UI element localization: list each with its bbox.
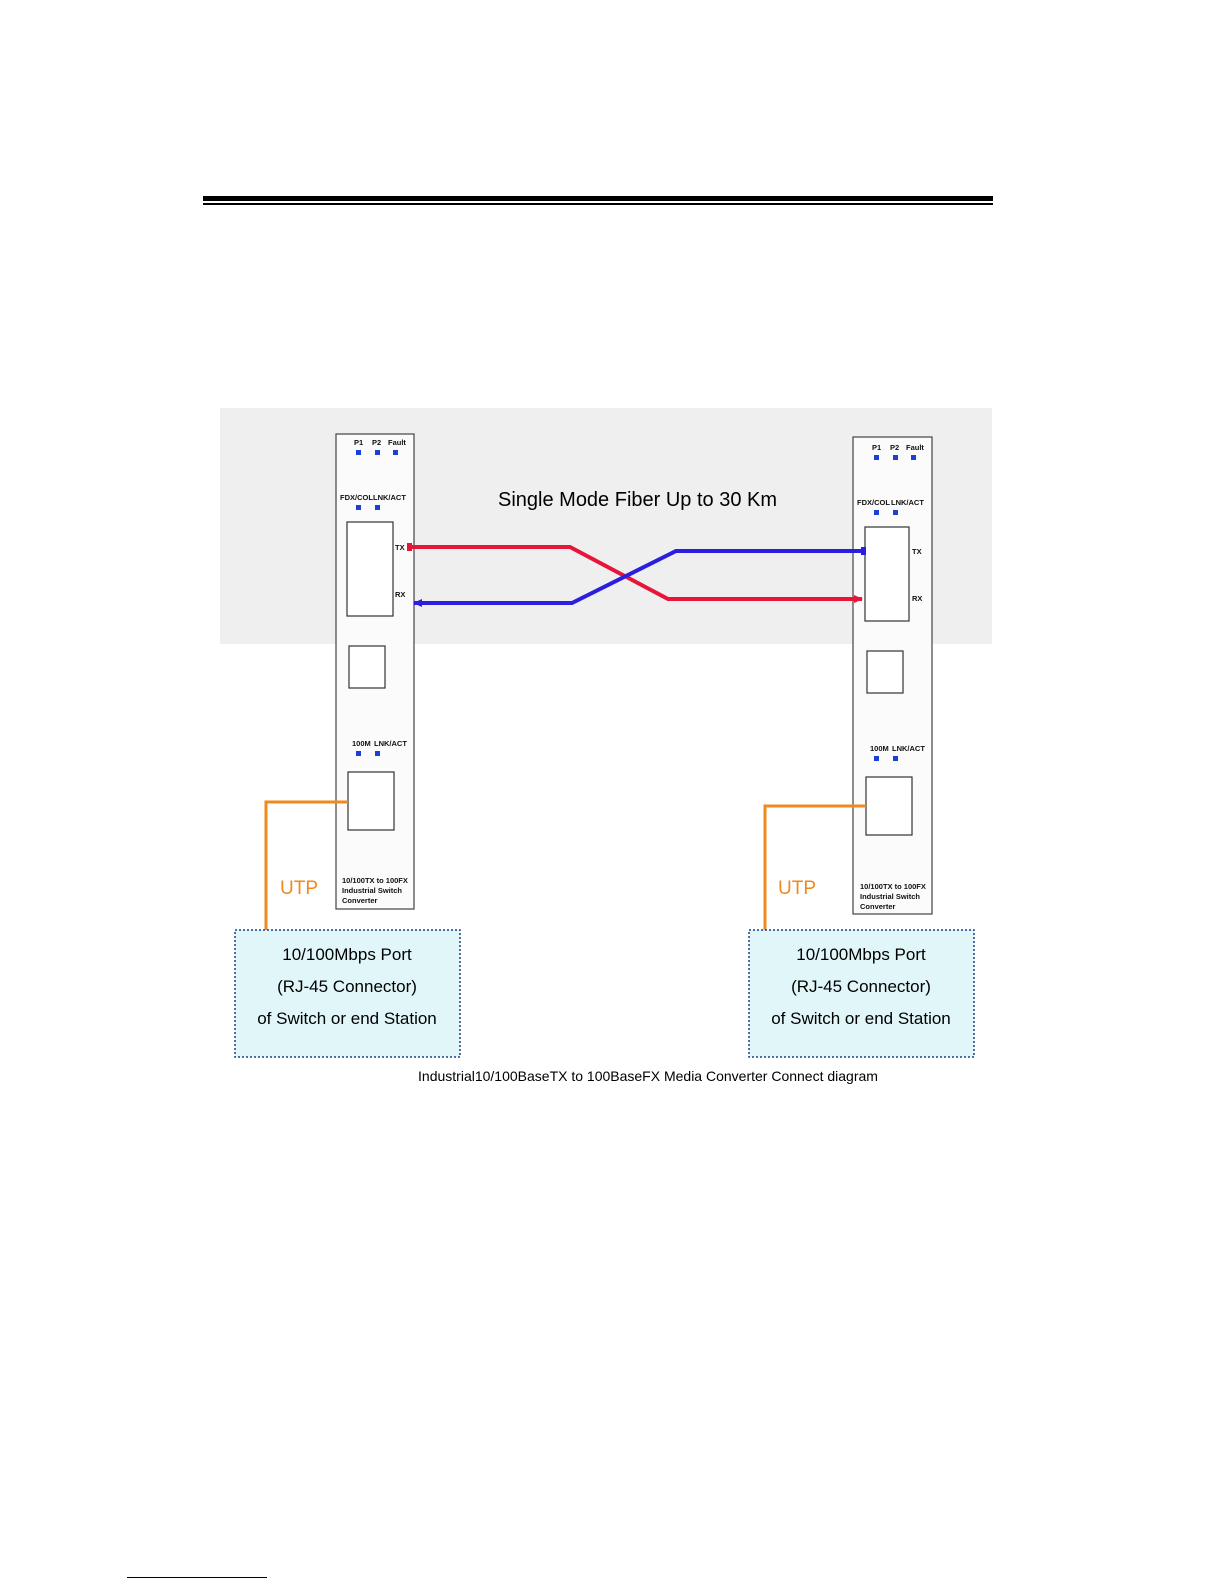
footnote-rule — [127, 1577, 267, 1578]
led-label-100m: 100M — [870, 744, 889, 753]
endpoint-line1: 10/100Mbps Port — [282, 945, 412, 964]
led-fdx-col — [356, 505, 361, 510]
rx-terminal-right — [861, 547, 866, 555]
tx-label-right: TX — [912, 547, 922, 556]
led-label-fdx-col: FDX/COL — [340, 493, 373, 502]
led-label-p2: P2 — [372, 438, 382, 447]
rj45-port-right — [866, 777, 912, 835]
rj45-port-left — [348, 772, 394, 830]
diagram-title: Single Mode Fiber Up to 30 Km — [498, 489, 778, 511]
led-p2 — [893, 455, 898, 460]
fiber-port-right — [865, 527, 909, 621]
device-label-line2: Industrial Switch — [860, 892, 921, 901]
led-label-lnk-act: LNK/ACT — [373, 493, 406, 502]
tx-terminal-left — [407, 543, 412, 551]
led-label-lnk-act-low: LNK/ACT — [374, 739, 407, 748]
endpoint-line2: (RJ-45 Connector) — [791, 977, 931, 996]
device-label-line3: Converter — [342, 896, 378, 905]
led-label-fault: Fault — [906, 443, 924, 452]
led-fault — [911, 455, 916, 460]
tx-label-left: TX — [395, 543, 405, 552]
led-p1 — [356, 450, 361, 455]
led-lnk-act-low — [375, 751, 380, 756]
diagram-caption: Industrial10/100BaseTX to 100BaseFX Media Converter Connect diagram — [418, 1068, 878, 1084]
device-label-line1: 10/100TX to 100FX — [860, 882, 926, 891]
fiber-port-left — [347, 522, 393, 616]
led-label-p1: P1 — [354, 438, 364, 447]
led-label-100m: 100M — [352, 739, 371, 748]
led-lnk-act — [893, 510, 898, 515]
led-label-lnk-act: LNK/ACT — [891, 498, 924, 507]
endpoint-line3: of Switch or end Station — [771, 1009, 951, 1028]
small-port-left — [349, 646, 385, 688]
rx-label-right: RX — [912, 594, 923, 603]
led-p2 — [375, 450, 380, 455]
utp-label-left: UTP — [280, 878, 318, 899]
device-label-line2: Industrial Switch — [342, 886, 403, 895]
led-label-fdx-col: FDX/COL — [857, 498, 890, 507]
endpoint-line3: of Switch or end Station — [257, 1009, 437, 1028]
endpoint-box-left — [235, 930, 460, 1057]
device-label-line3: Converter — [860, 902, 896, 911]
endpoint-box-right — [749, 930, 974, 1057]
utp-line-right — [765, 806, 866, 930]
led-fault — [393, 450, 398, 455]
led-fdx-col — [874, 510, 879, 515]
led-100m — [356, 751, 361, 756]
endpoint-line2: (RJ-45 Connector) — [277, 977, 417, 996]
device-label-line1: 10/100TX to 100FX — [342, 876, 408, 885]
led-lnk-act — [375, 505, 380, 510]
led-p1 — [874, 455, 879, 460]
utp-label-right: UTP — [778, 878, 816, 899]
converter-right — [853, 437, 932, 914]
led-100m — [874, 756, 879, 761]
rx-label-left: RX — [395, 590, 406, 599]
led-label-p1: P1 — [872, 443, 882, 452]
endpoint-line1: 10/100Mbps Port — [796, 945, 926, 964]
led-label-fault: Fault — [388, 438, 406, 447]
converter-left — [336, 434, 414, 909]
led-lnk-act-low — [893, 756, 898, 761]
led-label-p2: P2 — [890, 443, 900, 452]
led-label-lnk-act-low: LNK/ACT — [892, 744, 925, 753]
small-port-right — [867, 651, 903, 693]
